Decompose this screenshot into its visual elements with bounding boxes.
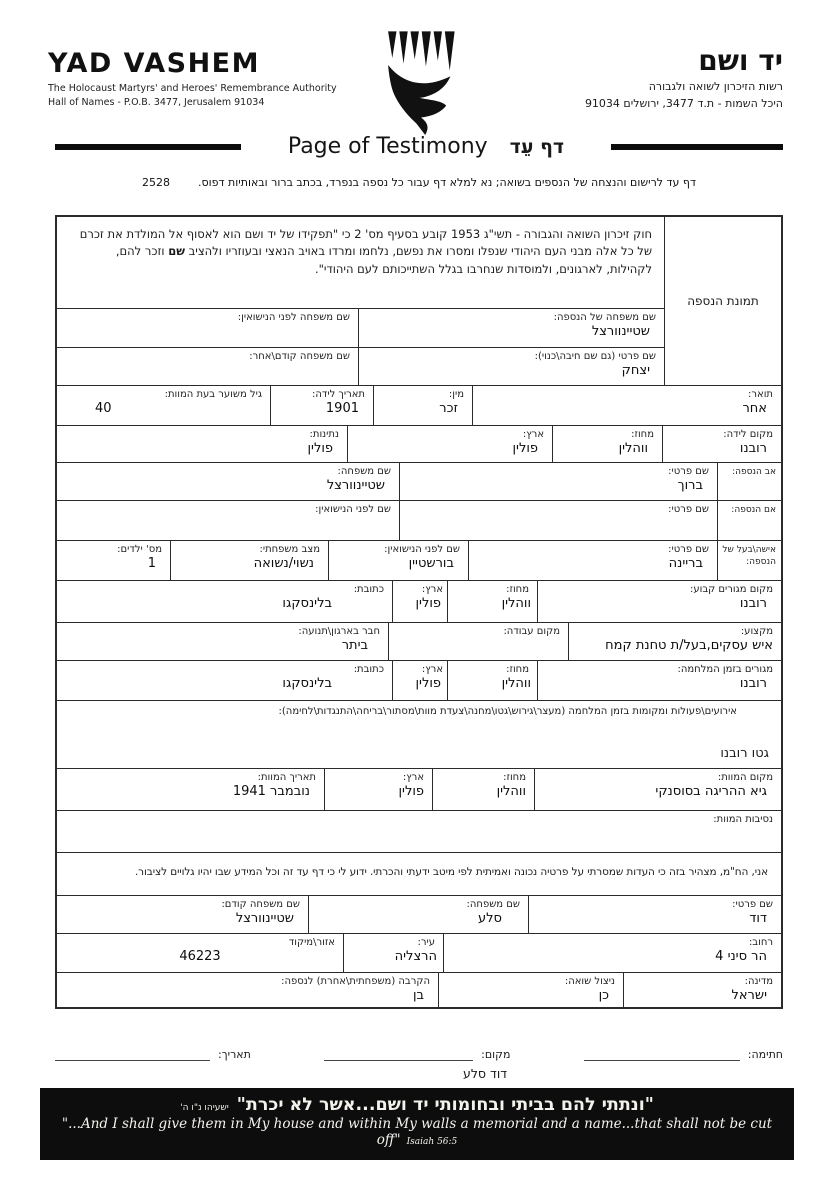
field-first-name: שם פרטי (גם שם חיבה\כנוי): יצחק [358, 348, 664, 386]
field-citizenship: נתינות: פולין [307, 429, 339, 456]
field-title: תואר: אחר [472, 386, 781, 425]
row-death-circumstances [57, 810, 781, 852]
row-mother [57, 500, 781, 540]
row-submitter-names [57, 895, 781, 933]
field-wartime-address: כתובת: בלינסקגו [282, 664, 384, 691]
field-zip-code: אזור\מיקוד 46223 [179, 937, 335, 964]
field-father-family-name: שם משפחה: שטיינוורצל [326, 466, 391, 493]
field-mother-first-name: שם פרטי: [399, 501, 717, 540]
row-spouse [57, 540, 781, 580]
field-previous-family-name: שם משפחה קודם\אחר: [249, 350, 350, 362]
title-row [55, 134, 783, 159]
field-street: רחוב: הר סיני 4 [443, 934, 781, 972]
field-profession: מקצוע: איש עסקים,בעל/ת טחנת קמח [568, 623, 781, 660]
field-war-events: אירועים\פעולות ומקומות בזמן המלחמה (מעצר\גירוש\גטו\מחנה\צעדת מוות\מסתור\בריחה\התנגדות\לחימה): גטו רובנו [278, 706, 769, 761]
field-father-first-name: שם פרטי: ברוך [399, 463, 717, 500]
quote-hebrew: "ונתתי להם בביתי ובחומותי יד ושם...אשר לא יכרת"ישעיהו נ"ו ה' [180, 1095, 654, 1115]
section-spouse: אישה\בעל של הנספה: [717, 541, 781, 580]
testimony-form [55, 215, 783, 1009]
field-birth-district: מחוז: ווהלין [552, 426, 662, 462]
place-label: מקום: [481, 1048, 511, 1061]
field-wartime-residence: מגורים בזמן המלחמה: רובנו [537, 661, 781, 700]
quote-reference-english: Isaiah 56:5 [406, 1137, 458, 1147]
field-birth-country: ארץ: פולין [347, 426, 552, 462]
quote-reference-hebrew: ישעיהו נ"ו ה' [180, 1103, 229, 1113]
authority-he: רשות הזיכרון לשואה ולגבורה [648, 80, 783, 93]
photo-label: תמונת הנספה [687, 294, 759, 308]
quote-english: "...And I shall give them in My house and within My walls a memorial and a name...that shall not be cut off" Isaiah 56:5 [61, 1116, 773, 1148]
authority-en: The Holocaust Martyrs' and Heroes' Remembrance Authority [48, 83, 337, 94]
top-section [57, 217, 781, 385]
name-row-2 [57, 347, 664, 386]
place-blank [324, 1046, 473, 1061]
section-mother: אם הנספה: [717, 501, 781, 540]
field-submitter-family-name: שם משפחה: סלע [308, 896, 528, 933]
field-residence-address: כתובת: בלינסקגו [282, 584, 384, 611]
field-spouse-maiden-name: שם לפני הנישואין: בורשטיין [328, 541, 468, 580]
row-father [57, 462, 781, 500]
header-hebrew [585, 44, 783, 112]
date-blank [55, 1046, 210, 1061]
field-birth-place: מקום לידה: רובנו [662, 426, 781, 462]
field-death-date: תאריך המוות: נובמבר 1941 [232, 772, 316, 799]
row-birth-place [57, 425, 781, 462]
field-submitter-first-name: שם פרטי: דוד [528, 896, 781, 933]
row-title-gender-birth [57, 385, 781, 425]
field-mother-maiden-name: שם לפני הנישואין: [315, 504, 391, 515]
row-permanent-residence [57, 580, 781, 622]
field-age-at-death: גיל משוער בעת המוות: 40 [95, 389, 262, 416]
header-english [48, 48, 337, 110]
victim-photo-area [664, 217, 781, 385]
law-paragraph: חוק זיכרון השואה והגבורה - תשי"ג 1953 קובע בסעיף מס' 2 כי "תפקידו של יד ושם הוא לאסוף אל המולדת את זכרם של כל אלה מבני העם היהודי שנפלו ומסרו את נפשם, נלחמו ומרדו באויב הנאצי ובעוזריו ולהציב שם וזכר להם, לקהילות, לארגונים, ולמוסדות שנחרבו בגלל השתייכותם לעם היהודי". [79, 227, 652, 276]
field-city: עיר: הרצליה [343, 934, 443, 972]
row-war-events [57, 700, 781, 768]
form-number: 2528 [142, 176, 171, 189]
field-children-count: מס' ילדים: 1 [117, 544, 162, 571]
row-declaration [57, 852, 781, 895]
field-workplace: מקום עבודה: [388, 623, 568, 660]
field-organization-membership: חבר בארגון\תנועה: ביתר [298, 626, 380, 653]
declaration-statement: אני, הח"מ, מצהיר בזה כי העדות שמסרתי על פרטיה נכונה ואמיתית לפי מיטב ידעתי והכרתי. ידוע לי כי דף עד זה וכל המידע שבו יהיו גלויים לציבור. [134, 866, 768, 878]
address-he: היכל השמות - ת.ד 3477, ירושלים 91034 [584, 96, 783, 110]
name-row-1 [57, 308, 664, 347]
date-label: תאריך: [218, 1048, 251, 1061]
signature-blank [584, 1046, 740, 1061]
field-residence-district: מחוז: ווהלין [447, 581, 537, 622]
field-death-circumstances: נסיבות המוות: [713, 814, 773, 825]
field-marital-status: מצב משפחתי: נשוי/נשואה [170, 541, 328, 580]
org-name-he: יד ושם [698, 44, 783, 77]
instruction-line [55, 176, 783, 189]
field-death-country: ארץ: פולין [324, 769, 432, 810]
row-submitter-address [57, 933, 781, 972]
signed-name: דוד סלע [463, 1066, 508, 1081]
section-father: אב הנספה: [717, 463, 781, 500]
row-death [57, 768, 781, 810]
field-death-district: מחוז: ווהלין [432, 769, 534, 810]
field-relation-to-victim: הקרבה (משפחתית\אחרת) לנספה: בן [281, 976, 430, 1003]
address-en: Hall of Names - P.O.B. 3477, Jerusalem 91034 [48, 96, 265, 108]
field-spouse-first-name: שם פרטי: בריינה [468, 541, 717, 580]
field-maiden-name: שם משפחה לפני הנישואין: [237, 312, 350, 323]
title-rule-left [55, 144, 241, 150]
field-holocaust-survivor: ניצול שואה: כן [438, 973, 623, 1007]
row-profession [57, 622, 781, 660]
yad-vashem-menorah-logo-icon [386, 30, 456, 146]
memorial-quote-banner [40, 1088, 794, 1160]
field-submitter-previous-family-name: שם משפחה קודם: שטיינוורצל [221, 899, 300, 926]
field-wartime-country: ארץ: פולין [392, 661, 447, 700]
signature-row [55, 1046, 783, 1061]
signature-label: חתימה: [747, 1048, 783, 1061]
field-birth-date: תאריך לידה: 1901 [270, 386, 373, 425]
row-wartime-residence [57, 660, 781, 700]
page-title-he: דף עֵד [509, 136, 565, 158]
instruction-text: דף עד לרישום והנצחה של הנספים בשואה; נא למלא דף עבור כל נספה בנפרד, בכתב ברור ובאותיות דפוס. [198, 176, 696, 189]
field-victim-family-name: שם משפחה של הנספה: שטיינוורצל [358, 309, 664, 347]
page-title-en: Page of Testimony [287, 134, 488, 159]
field-death-place: מקום המוות: גיא ההריגה בסוסנקי [534, 769, 781, 810]
field-permanent-residence: מקום מגורים קבוע: רובנו [537, 581, 781, 622]
field-residence-country: ארץ: פולין [392, 581, 447, 622]
field-wartime-district: מחוז: ווהלין [447, 661, 537, 700]
field-gender: מין: זכר [373, 386, 472, 425]
row-submitter-status [57, 972, 781, 1007]
org-name-en: YAD VASHEM [48, 48, 260, 79]
title-rule-right [611, 144, 783, 150]
field-country: מדינה: ישראל [623, 973, 781, 1007]
